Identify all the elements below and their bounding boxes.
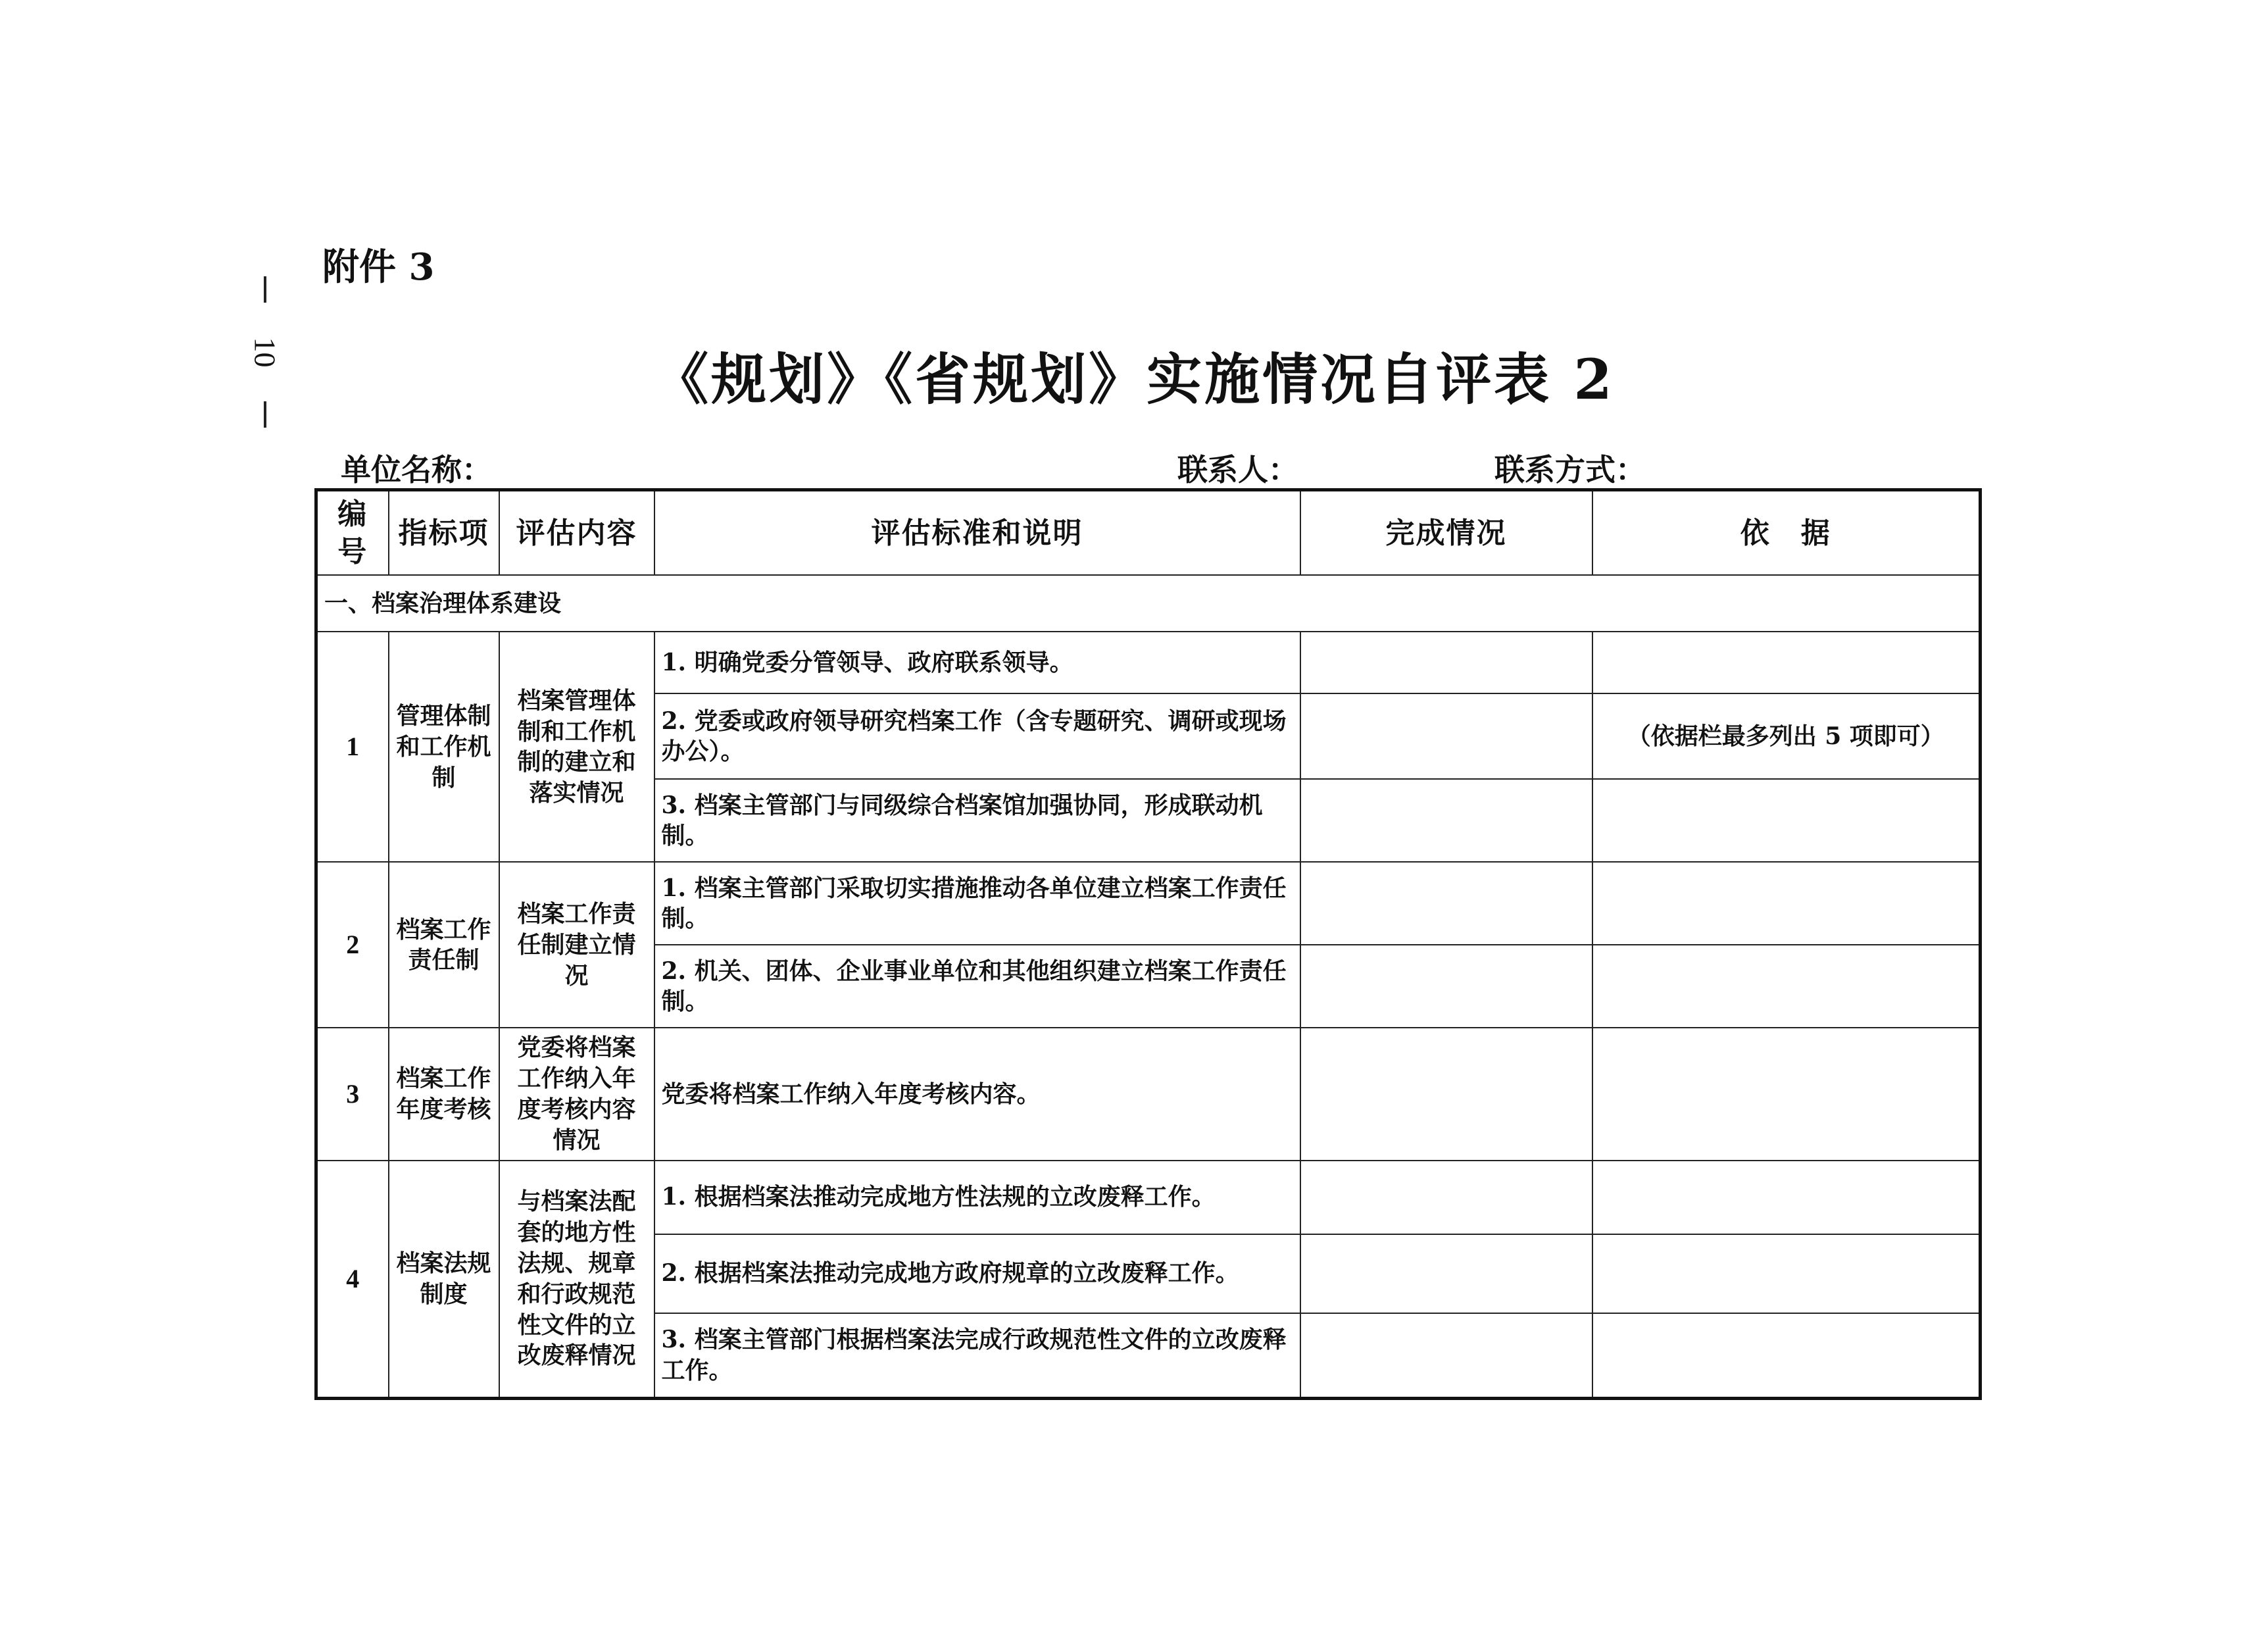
- completion-cell[interactable]: [1300, 779, 1592, 862]
- row-criterion: 2. 根据档案法推动完成地方政府规章的立改废释工作。: [654, 1234, 1300, 1313]
- header-row: [316, 490, 1981, 576]
- page-number-text: 10: [248, 337, 282, 367]
- completion-cell[interactable]: [1300, 1028, 1592, 1160]
- header-criteria: 评估标准和说明: [654, 490, 1300, 576]
- header-id: 编号: [316, 490, 389, 576]
- completion-cell[interactable]: [1300, 632, 1592, 693]
- completion-cell[interactable]: [1300, 1234, 1592, 1313]
- basis-cell[interactable]: [1592, 632, 1981, 693]
- row-criterion: 1. 档案主管部门采取切实措施推动各单位建立档案工作责任制。: [654, 862, 1300, 945]
- completion-cell[interactable]: [1300, 1161, 1592, 1234]
- row-criterion: 1. 根据档案法推动完成地方性法规的立改废释工作。: [654, 1161, 1300, 1234]
- completion-cell[interactable]: [1300, 1313, 1592, 1399]
- basis-cell[interactable]: [1592, 862, 1981, 945]
- row-item: 档案工作责任制: [389, 862, 499, 1028]
- basis-cell[interactable]: [1592, 1161, 1981, 1234]
- row-criterion: 3. 档案主管部门与同级综合档案馆加强协同，形成联动机制。: [654, 779, 1300, 862]
- contact-person-label: 联系人：: [1177, 452, 1298, 488]
- row-content: 党委将档案工作纳入年度考核内容情况: [499, 1028, 654, 1160]
- row-content: 档案工作责任制建立情况: [499, 862, 654, 1028]
- row-content: 与档案法配套的地方性法规、规章和行政规范性文件的立改废释情况: [499, 1161, 654, 1399]
- section-title: 一、档案治理体系建设: [316, 575, 1981, 632]
- unit-name-label: 单位名称：: [341, 452, 492, 488]
- header-content: 评估内容: [499, 490, 654, 576]
- completion-cell[interactable]: [1300, 862, 1592, 945]
- document-title: 《规划》《省规划》实施情况自评表 2: [653, 347, 1615, 412]
- row-criterion: 2. 党委或政府领导研究档案工作（含专题研究、调研或现场办公）。: [654, 693, 1300, 779]
- row-id: 4: [316, 1161, 389, 1399]
- row-id: 3: [316, 1028, 389, 1160]
- section-row: [316, 575, 1981, 632]
- basis-cell[interactable]: [1592, 945, 1981, 1028]
- row-id: 1: [316, 632, 389, 862]
- basis-cell[interactable]: [1592, 779, 1981, 862]
- row-item: 管理体制和工作机制: [389, 632, 499, 862]
- row-content: 档案管理体制和工作机制的建立和落实情况: [499, 632, 654, 862]
- table-row: [316, 632, 1981, 693]
- row-item: 档案工作年度考核: [389, 1028, 499, 1160]
- row-criterion: 3. 档案主管部门根据档案法完成行政规范性文件的立改废释工作。: [654, 1313, 1300, 1399]
- header-item: 指标项: [389, 490, 499, 576]
- header-completion: 完成情况: [1300, 490, 1592, 576]
- contact-method-label: 联系方式：: [1494, 452, 1646, 488]
- row-criterion: 党委将档案工作纳入年度考核内容。: [654, 1028, 1300, 1160]
- page-number-dash-top: [264, 276, 266, 303]
- completion-cell[interactable]: [1300, 693, 1592, 779]
- table-row: [316, 862, 1981, 945]
- self-evaluation-table: [314, 488, 1982, 1400]
- table-row: [316, 1161, 1981, 1234]
- row-criterion: 2. 机关、团体、企业事业单位和其他组织建立档案工作责任制。: [654, 945, 1300, 1028]
- header-basis: 依 据: [1592, 490, 1981, 576]
- basis-cell[interactable]: [1592, 1028, 1981, 1160]
- completion-cell[interactable]: [1300, 945, 1592, 1028]
- basis-cell[interactable]: [1592, 1313, 1981, 1399]
- basis-cell[interactable]: [1592, 1234, 1981, 1313]
- attachment-label: 附件 3: [322, 245, 435, 289]
- basis-note[interactable]: （依据栏最多列出 5 项即可）: [1592, 693, 1981, 779]
- row-id: 2: [316, 862, 389, 1028]
- row-item: 档案法规制度: [389, 1161, 499, 1399]
- table-row: [316, 1028, 1981, 1160]
- row-criterion: 1. 明确党委分管领导、政府联系领导。: [654, 632, 1300, 693]
